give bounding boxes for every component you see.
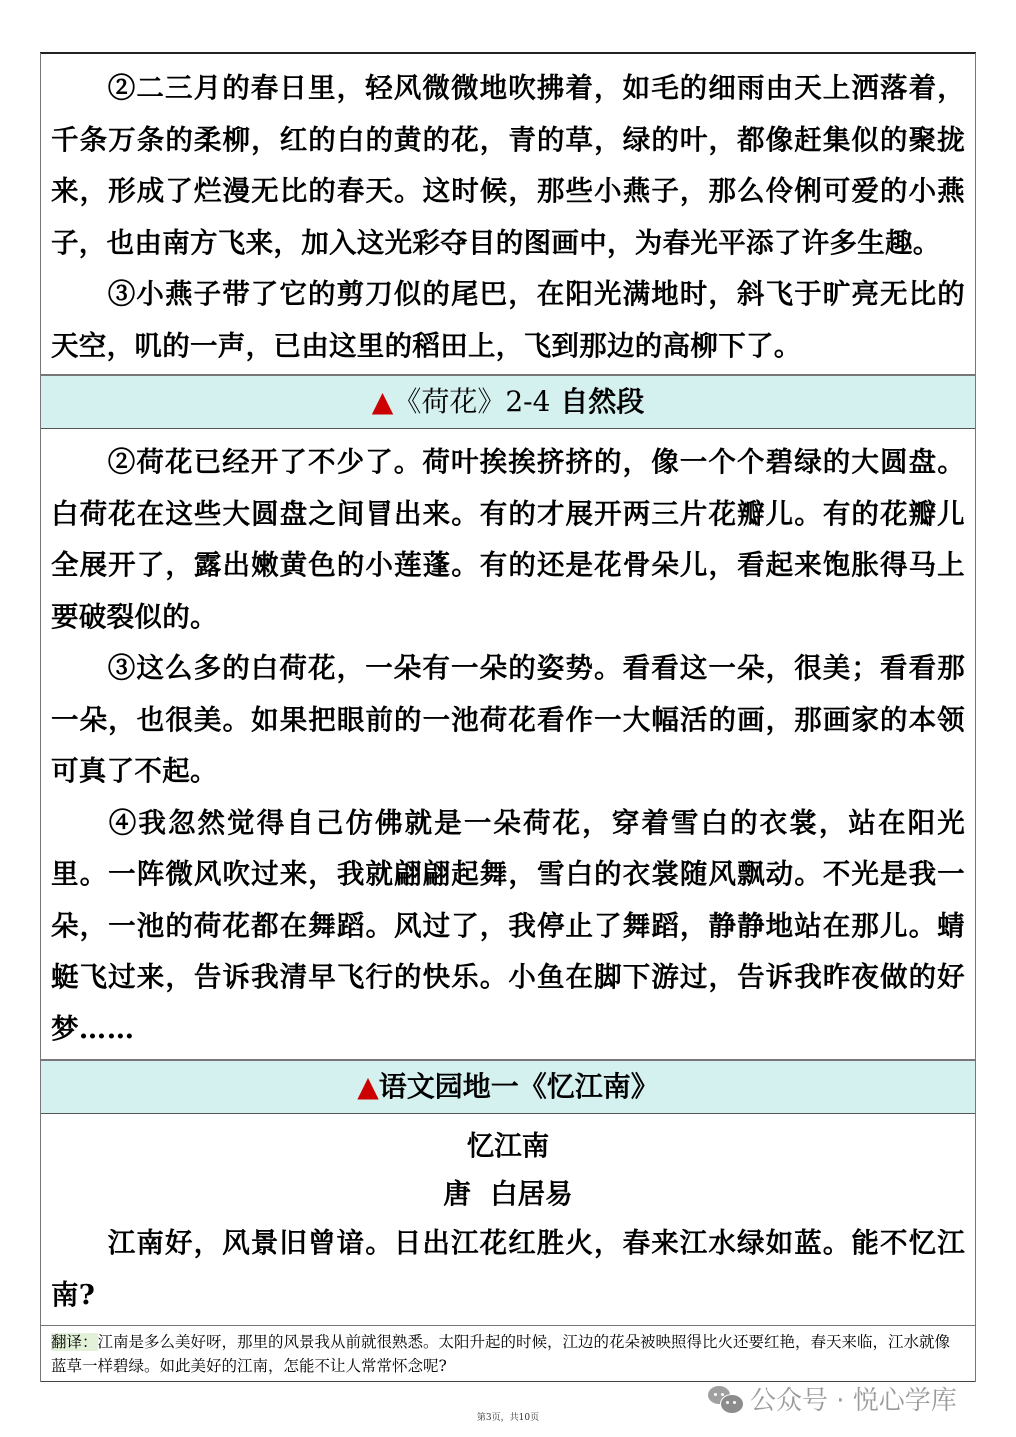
watermark-text: 公众号 · 悦心学库 <box>750 1386 957 1416</box>
paragraph-text: ③这么多的白荷花，一朵有一朵的姿势。看看这一朵，很美；看看那一朵，也很美。如果把眼前的一池荷花看作一大幅活的画，那画家的本领可真了不起。 <box>51 652 965 787</box>
paragraph <box>51 269 965 372</box>
paragraph-text: ②二三月的春日里，轻风微微地吹拂着，如毛的细雨由天上洒落着，千条万条的柔柳，红的白的黄的花，青的草，绿的叶，都像赶集似的聚拢来，形成了烂漫无比的春天。这时候，那些小燕子，那么伶俐可爱的小燕子，也由南方飞来，加入这光彩夺目的图画中，为春光平添了许多生趣。 <box>51 72 965 259</box>
poem-title: 忆江南 <box>466 1130 550 1162</box>
lotus-passage-cell <box>41 429 975 1060</box>
paragraph <box>51 437 965 643</box>
content-table <box>40 53 976 1382</box>
translation-label: 翻译： <box>51 1333 98 1351</box>
poem-body-text: 江南好，风景旧曾谙。日出江花红胜火，春来江水绿如蓝。能不忆江南? <box>51 1227 965 1311</box>
document-page <box>40 53 976 1382</box>
swallow-passage-cell <box>41 53 975 375</box>
triangle-marker-icon: ▲ <box>371 385 394 418</box>
paragraph <box>51 643 965 798</box>
paragraph <box>51 63 965 269</box>
header-suffix: 自然段 <box>550 385 645 418</box>
section-header-lotus <box>41 375 975 429</box>
paragraph-text: ②荷花已经开了不少了。荷叶挨挨挤挤的，像一个个碧绿的大圆盘。白荷花在这些大圆盘之间冒出来。有的才展开两三片花瓣儿。有的花瓣儿全展开了，露出嫩黄色的小莲蓬。有的还是花骨朵儿，看起来饱胀得马上要破裂似的。 <box>51 446 965 633</box>
paragraph-text: ③小燕子带了它的剪刀似的尾巴，在阳光满地时，斜飞于旷亮无比的天空，叽的一声，已由这里的稻田上，飞到那边的高柳下了。 <box>51 278 965 362</box>
poem-body <box>51 1218 965 1321</box>
poem-author: 唐 白居易 <box>443 1178 573 1210</box>
page-footer: 第3页，共10页 <box>476 1413 540 1423</box>
triangle-marker-icon: ▲ <box>357 1070 379 1103</box>
translation-cell <box>41 1326 975 1382</box>
header-range: 2-4 <box>505 385 551 418</box>
section-header-poem <box>41 1060 975 1114</box>
poem-cell <box>41 1114 975 1326</box>
header-title-open: 《荷花》 <box>393 385 506 418</box>
header-title: 语文园地一《忆江南》 <box>378 1070 659 1103</box>
wechat-icon <box>708 1384 744 1414</box>
translation-text: 江南是多么美好呀，那里的风景我从前就很熟悉。太阳升起的时候，江边的花朵被映照得比火还要红艳，春天来临，江水就像蓝草一样碧绿。如此美好的江南，怎能不让人常常怀念呢? <box>51 1333 951 1375</box>
paragraph <box>51 798 965 1056</box>
paragraph-text: ④我忽然觉得自己仿佛就是一朵荷花，穿着雪白的衣裳，站在阳光里。一阵微风吹过来，我就翩翩起舞，雪白的衣裳随风飘动。不光是我一朵，一池的荷花都在舞蹈。风过了，我停止了舞蹈，静静地站在那儿。蜻蜓飞过来，告诉我清早飞行的快乐。小鱼在脚下游过，告诉我昨夜做的好梦…… <box>51 806 965 1045</box>
